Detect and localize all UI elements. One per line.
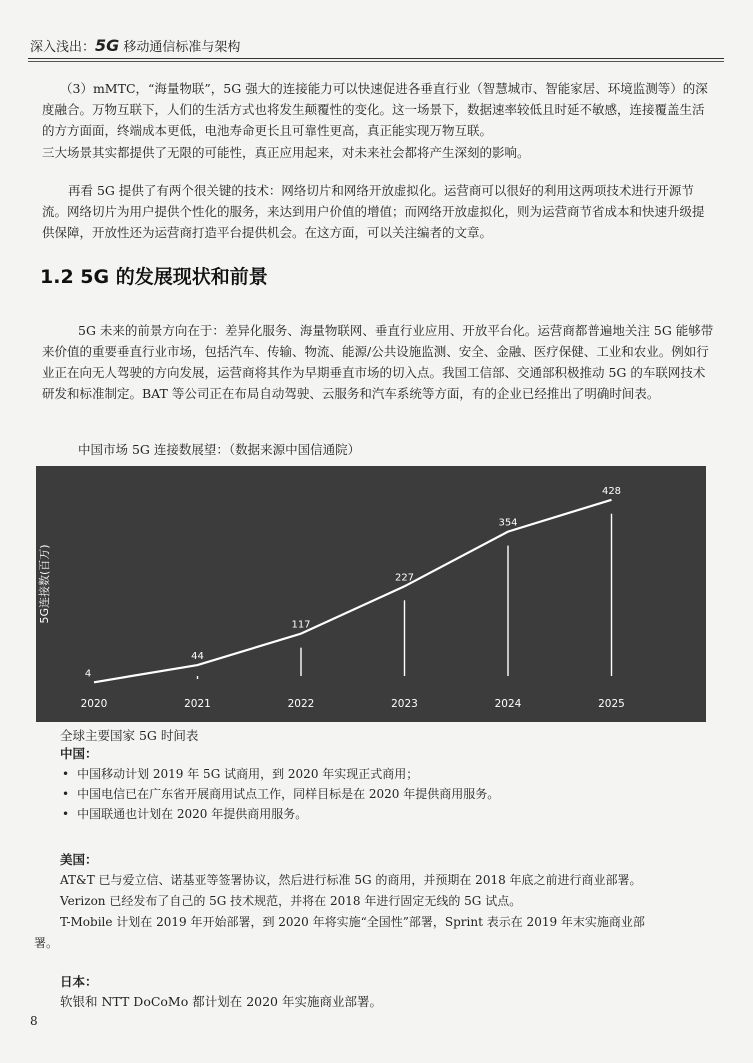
chart-svg (36, 466, 706, 722)
data-label: 44 (191, 651, 204, 663)
data-label: 117 (291, 619, 311, 631)
china-label: 中国： (60, 746, 98, 761)
header-prefix: 深入浅出： (30, 40, 96, 55)
header-suffix: 移动通信标准与架构 (119, 40, 241, 55)
list-item: • 中国电信已在广东省开展商用试点工作，同样目标是在 2020 年提供商用服务。 (60, 784, 499, 804)
us-line: Verizon 已经发布了自己的 5G 技术规范，并将在 2018 年进行固定无线的 5G 试点。 (60, 894, 522, 908)
header-rule (28, 58, 724, 62)
x-tick-label: 2020 (80, 698, 108, 710)
header-emph: 5G (95, 36, 120, 55)
paragraph-mmtc: （3）mMTC，“海量物联”，5G 强大的连接能力可以快速促进各垂直行业（智慧城市、智能家居、环境监测等）的深度融合。万物互联下，人们的生活方式也将发生颠覆性的变化。这一场景下，数据速率较低且时延不敏感，连接覆盖生活的方方面面，终端成本更低，电池寿命更长且可靠性更高，真正能实现万物互联。 (42, 81, 708, 138)
x-tick-label: 2024 (494, 698, 522, 710)
data-label: 227 (394, 572, 415, 584)
connections-chart (36, 466, 706, 722)
timeline-title: 全球主要国家 5G 时间表 (60, 728, 199, 743)
section-title: 1.2 5G 的发展现状和前景 (40, 266, 268, 288)
page-number: 8 (30, 1014, 38, 1028)
data-label: 354 (498, 517, 518, 529)
us-line: AT&T 已与爱立信、诺基亚等签署协议，然后进行标准 5G 的商用，并预期在 2018 年底之前进行商业部署。 (60, 873, 642, 887)
x-tick-label: 2023 (391, 698, 418, 710)
list-item: • 中国移动计划 2019 年 5G 试商用，到 2020 年实现正式商用； (60, 764, 499, 784)
x-tick-label: 2025 (598, 698, 625, 710)
data-label: 4 (84, 668, 92, 680)
japan-line: 软银和 NTT DoCoMo 都计划在 2020 年实施商业部署。 (60, 994, 382, 1009)
paragraph-scenarios: 三大场景其实都提供了无限的可能性，真正应用起来，对未来社会都将产生深刻的影响。 (42, 145, 530, 160)
series-line (94, 500, 612, 683)
us-label: 美国： (60, 852, 98, 867)
japan-label: 日本： (60, 974, 98, 989)
y-axis-label: 5G连接数(百万) (38, 544, 51, 624)
x-tick-label: 2022 (287, 698, 315, 710)
list-item: • 中国联通也计划在 2020 年提供商用服务。 (60, 804, 499, 824)
us-line: T-Mobile 计划在 2019 年开始部署，到 2020 年将实施“全国性”部署，Sprint 表示在 2019 年末实施商业部 (60, 915, 645, 929)
running-header (30, 36, 720, 55)
paragraph-key-tech: 再看 5G 提供了有两个很关键的技术：网络切片和网络开放虚拟化。运营商可以很好的利用这两项技术进行开源节流。网络切片为用户提供个性化的服务，来达到用户价值的增值；而网络开放虚拟化，则为运营商节省成本和快速升级提供保障，开放性还为运营商打造平台提供机会。在这方面，可以关注编者的文章。 (42, 183, 705, 240)
chart-caption: 中国市场 5G 连接数展望：（数据来源中国信通院） (78, 442, 361, 457)
data-label: 428 (601, 485, 622, 497)
us-block (34, 870, 720, 954)
x-tick-label: 2021 (184, 698, 211, 710)
paragraph-prospects: 5G 未来的前景方向在于：差异化服务、海量物联网、垂直行业应用、开放平台化。运营商都普遍地关注 5G 能够带来价值的重要垂直行业市场，包括汽车、传输、物流、能源/公共设施监测、安全、金融、医疗保健、工业和农业。例如行业正在向无人驾驶的方向发展，运营商将其作为早期垂直市场的切入点。我国工信部、交通部积极推动 5G 的车联网技术研发和标准制定。BAT 等公司正在布局自动驾驶、云服务和汽车系统等方面，有的企业已经推出了明确时间表。 (42, 323, 714, 401)
us-line: 署。 (34, 936, 59, 950)
china-list (60, 764, 499, 824)
